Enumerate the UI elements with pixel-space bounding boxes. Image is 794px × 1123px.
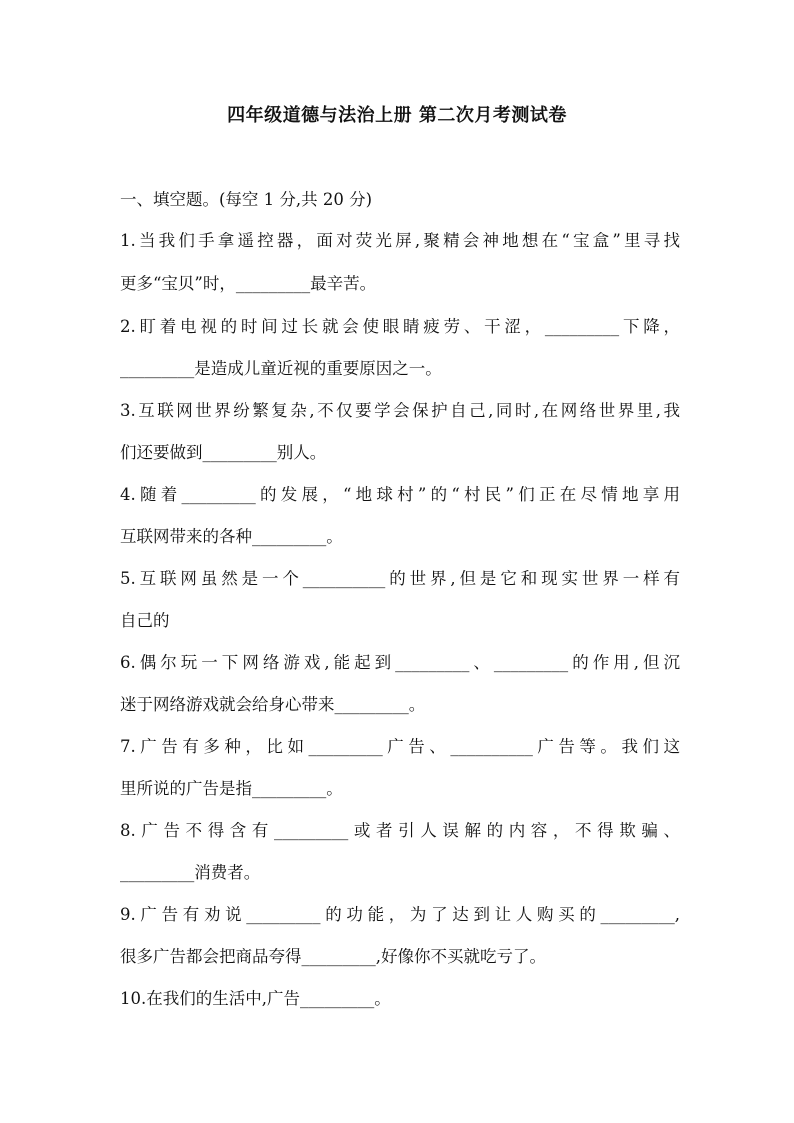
question-line: 3.互联网世界纷繁复杂,不仅要学会保护自己,同时,在网络世界里,我 (120, 401, 680, 420)
question-line: 6.偶尔玩一下网络游戏,能起到_________、_________的作用,但沉 (120, 653, 680, 672)
question-line: 8.广告不得含有_________或者引人误解的内容，不得欺骗、 (120, 821, 680, 840)
question-line: _________消费者。 (120, 863, 261, 882)
question-line: 里所说的广告是指_________。 (120, 779, 343, 798)
question-line: 9.广告有劝说_________的功能，为了达到让人购买的_________, (120, 905, 680, 924)
section-heading: 一、填空题。(每空 1 分,共 20 分) (120, 190, 373, 209)
question-line: 互联网带来的各种_________。 (120, 527, 343, 546)
question-line: 7.广告有多种，比如_________广告、__________广告等。我们这 (120, 737, 680, 756)
question-line: _________是造成儿童近视的重要原因之一。 (120, 359, 442, 378)
question-line: 1.当我们手拿遥控器，面对荧光屏,聚精会神地想在“宝盒”里寻找 (120, 231, 680, 250)
question-line: 迷于网络游戏就会给身心带来_________。 (120, 695, 426, 714)
question-line: 5.互联网虽然是一个__________的世界,但是它和现实世界一样有 (120, 569, 680, 588)
question-line: 2.盯着电视的时间过长就会使眼睛疲劳、干涩，_________下降， (120, 317, 680, 336)
question-line: 更多“宝贝”时，_________最辛苦。 (120, 274, 377, 293)
question-line: 10.在我们的生活中,广告_________。 (120, 989, 391, 1008)
question-line: 自己的 (120, 611, 170, 630)
question-line: 4.随着_________的发展，“地球村”的“村民”们正在尽情地享用 (120, 485, 680, 504)
question-line: 很多广告都会把商品夸得_________,好像你不买就吃亏了。 (120, 947, 546, 966)
question-line: 们还要做到_________别人。 (120, 443, 327, 462)
page-title: 四年级道德与法治上册 第二次月考测试卷 (227, 105, 567, 126)
